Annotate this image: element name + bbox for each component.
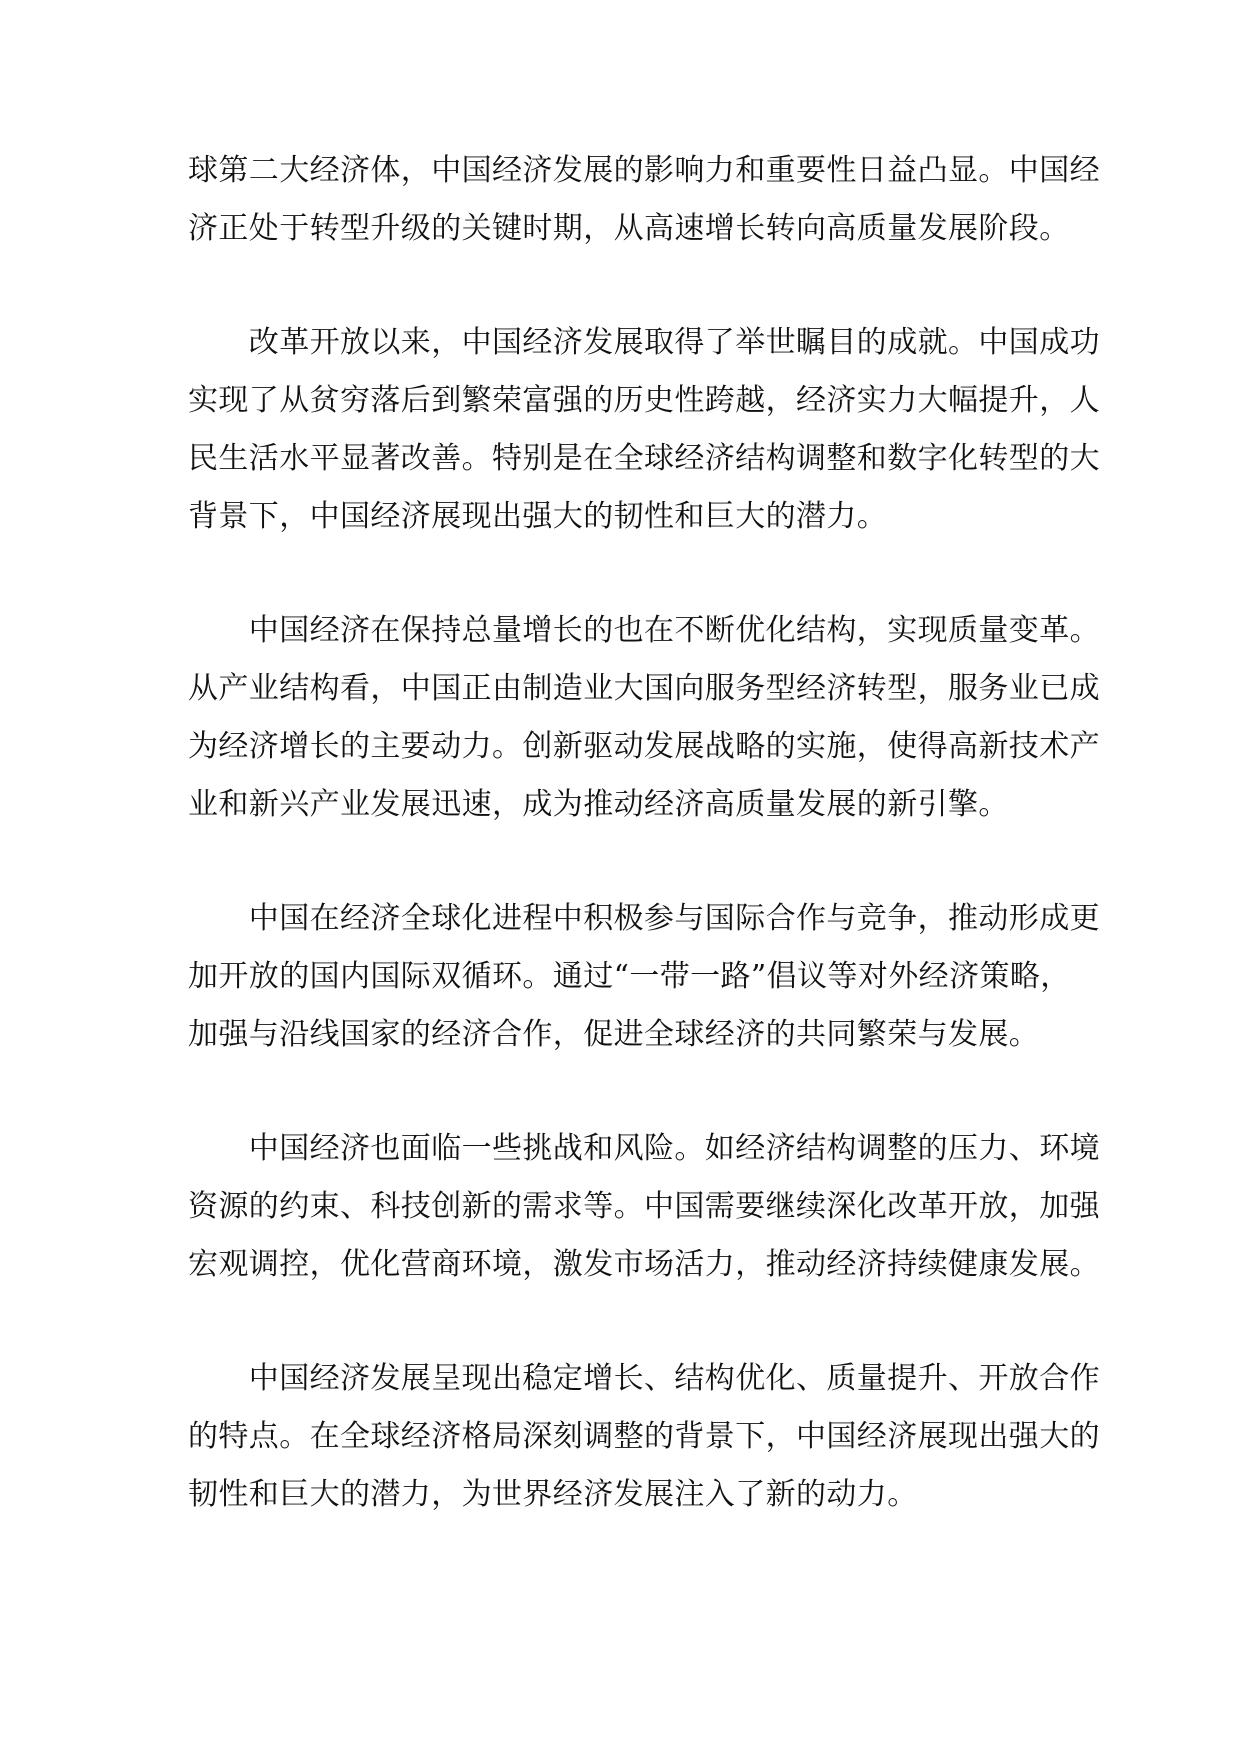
paragraph <box>188 602 1100 834</box>
text-line: 为经济增长的主要动力。创新驱动发展战略的实施，使得高新技术产 <box>188 729 1100 764</box>
text-line: 加强与沿线国家的经济合作，促进全球经济的共同繁荣与发展。 <box>188 1017 1040 1052</box>
paragraph <box>188 1120 1100 1294</box>
text-line: 中国经济也面临一些挑战和风险。如经济结构调整的压力、环境 <box>188 1131 1100 1166</box>
text-line: 的特点。在全球经济格局深刻调整的背景下，中国经济展现出强大的 <box>188 1419 1100 1454</box>
text-line: 中国经济发展呈现出稳定增长、结构优化、质量提升、开放合作 <box>188 1361 1100 1396</box>
text-line: 业和新兴产业发展迅速，成为推动经济高质量发展的新引擎。 <box>188 787 1009 822</box>
paragraph <box>188 314 1100 546</box>
text-line: 中国经济在保持总量增长的也在不断优化结构，实现质量变革。 <box>188 613 1100 648</box>
document-body <box>188 142 1100 1524</box>
text-line: 中国在经济全球化进程中积极参与国际合作与竞争，推动形成更 <box>188 901 1100 936</box>
paragraph <box>188 142 1100 258</box>
paragraph <box>188 1350 1100 1524</box>
text-line: 民生活水平显著改善。特别是在全球经济结构调整和数字化转型的大 <box>188 441 1100 476</box>
text-line: 资源的约束、科技创新的需求等。中国需要继续深化改革开放，加强 <box>188 1189 1100 1224</box>
text-line: 济正处于转型升级的关键时期，从高速增长转向高质量发展阶段。 <box>188 211 1070 246</box>
text-line: 加开放的国内国际双循环。通过“一带一路”倡议等对外经济策略， <box>188 959 1071 994</box>
text-line: 改革开放以来，中国经济发展取得了举世瞩目的成就。中国成功 <box>188 325 1100 360</box>
paragraph <box>188 890 1100 1064</box>
text-line: 韧性和巨大的潜力，为世界经济发展注入了新的动力。 <box>188 1477 918 1512</box>
text-line: 从产业结构看，中国正由制造业大国向服务型经济转型，服务业已成 <box>188 671 1100 706</box>
text-line: 实现了从贫穷落后到繁荣富强的历史性跨越，经济实力大幅提升，人 <box>188 383 1100 418</box>
text-line: 球第二大经济体，中国经济发展的影响力和重要性日益凸显。中国经 <box>188 153 1100 188</box>
text-line: 背景下，中国经济展现出强大的韧性和巨大的潜力。 <box>188 499 888 534</box>
text-line: 宏观调控，优化营商环境，激发市场活力，推动经济持续健康发展。 <box>188 1247 1100 1282</box>
